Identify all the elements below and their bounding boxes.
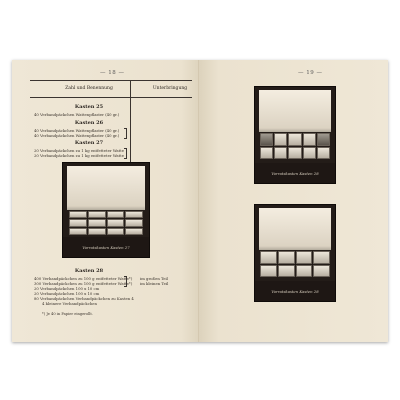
kasten-28-line: 400 Verbandpäckchen zu 100 g entfetteter Watte*) [34, 276, 133, 281]
box-caption: Vorratskasten Kasten 28 [271, 171, 319, 176]
storage-box-image [254, 86, 336, 184]
kasten-25-title: Kasten 25 [74, 104, 104, 110]
kasten-26-line: 40 Verbandpäckchen Wattenpflaster (40 gr.) [34, 128, 120, 133]
storage-note: im großen Teil [140, 276, 168, 281]
storage-note: im kleinen Teil [140, 281, 169, 286]
page-number-right: — 19 — [298, 70, 323, 76]
kasten-26-title: Kasten 26 [74, 120, 104, 126]
kasten-27-line: 20 Verbandpäckchen zu 1 kg entfetteter Watte [34, 148, 124, 153]
footnote: *) Je 40 in Papier eingerollt. [42, 312, 93, 316]
kasten-28-line: 20 Verbandpäckchen 100 x 10 cm [34, 291, 100, 296]
box-lid [259, 90, 331, 132]
box-contents [260, 251, 330, 277]
kasten-27-line: 20 Verbandpäckchen zu 1 kg entfetteter Watte [34, 153, 124, 158]
bracket [124, 276, 127, 287]
box-lid [67, 166, 145, 210]
storage-box-image [254, 204, 336, 302]
storage-box-image [62, 162, 150, 258]
book-spread [12, 60, 388, 342]
kasten-28-line: 20 Verbandpäckchen 100 x 10 cm [34, 286, 100, 291]
table-header-storage: Unterbringung [152, 86, 188, 91]
kasten-28-line: 4 kleinere Verbandpäckchen [42, 301, 97, 306]
bracket [124, 128, 127, 139]
kasten-26-line: 40 Verbandpäckchen Wattenpflaster (40 gr.) [34, 133, 120, 138]
kasten-27-title: Kasten 27 [74, 140, 104, 146]
box-contents [69, 211, 143, 235]
bracket [124, 148, 127, 159]
table-header [30, 80, 192, 98]
page-number-left: — 18 — [100, 70, 125, 76]
table-header-name: Zahl und Benennung [65, 86, 113, 91]
left-page [12, 60, 200, 342]
kasten-28-line: 80 Verbandpäckchen Verbandpäckchen zu Kasten 4 [34, 296, 134, 301]
right-page [200, 60, 388, 342]
box-contents [260, 133, 330, 159]
box-lid [259, 208, 331, 250]
kasten-28-line: 300 Verbandpäckchen zu 100 g entfetteter Watte*) [34, 281, 133, 286]
kasten-28-title: Kasten 28 [74, 268, 104, 274]
box-caption: Vorratskasten Kasten 28 [271, 289, 319, 294]
box-caption: Vorratskasten Kasten 27 [82, 245, 130, 250]
kasten-25-line: 40 Verbandpäckchen Wattenpflaster (40 gr.) [34, 112, 120, 117]
